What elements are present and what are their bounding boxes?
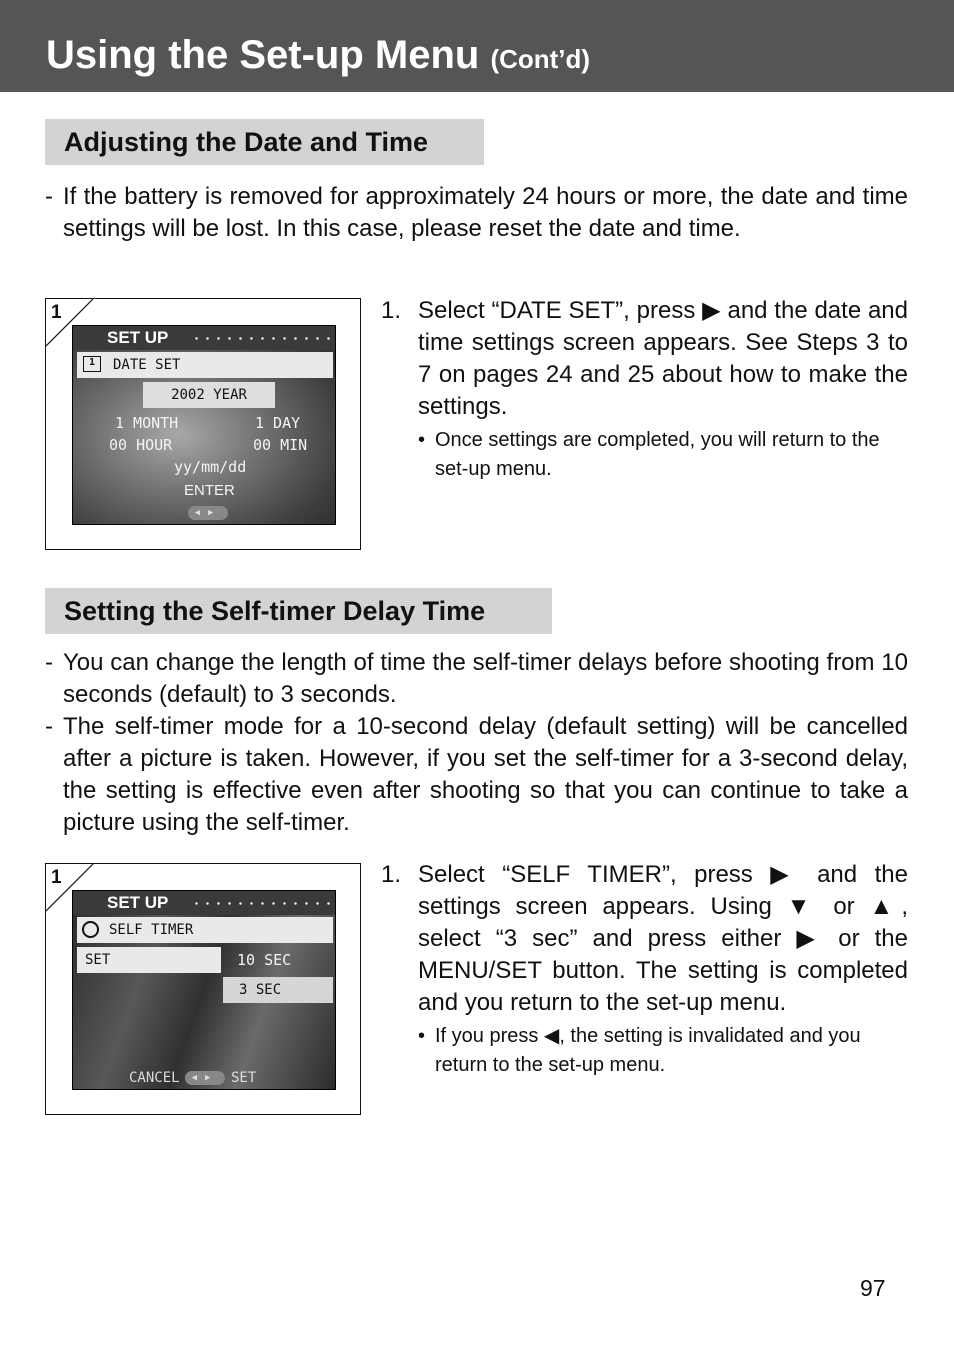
step-1	[381, 859, 908, 1019]
figure-number: 1	[51, 302, 62, 323]
lcd-date-format: yy/mm/dd	[174, 458, 247, 476]
figure-number: 1	[51, 867, 62, 888]
lcd-hour: 00 HOUR	[109, 436, 173, 454]
section2-bullet-2	[45, 711, 908, 839]
lcd-min: 00 MIN	[253, 436, 308, 454]
page-title	[46, 30, 590, 84]
section2-bullet-1-text: You can change the length of time the self-timer delays before shooting from 10 seconds (default) to 3 seconds.	[63, 649, 908, 708]
lcd-year-field	[143, 382, 275, 408]
lcd-title-dots	[191, 902, 331, 905]
calendar-icon: 1	[83, 356, 101, 372]
lcd-menu-row-date-set	[77, 352, 333, 378]
page-title-suffix: (Cont’d)	[490, 44, 591, 74]
step-number: 1.	[381, 861, 402, 888]
step-text: Select “SELF TIMER”, press ▶ and the settings screen appears. Using ▼ or ▲, select “3 sec” and press either ▶ or the MENU/SET button. The setting is completed and you return to the set-up menu.	[418, 861, 908, 1016]
section2-bullet-1	[45, 647, 908, 711]
lcd-set-label-row	[77, 947, 221, 973]
page-number: 97	[860, 1275, 886, 1301]
lcd-menu-item: DATE SET	[113, 357, 181, 373]
section2-bullet-2-text: The self-timer mode for a 10-second delay (default setting) will be cancelled after a picture is taken. However, if you set the self-timer for a 3-second delay, the setting is effective even after shooting so that you can continue to take a picture using the self-timer.	[63, 713, 908, 836]
lcd-enter: ENTER	[184, 482, 235, 499]
dash-marker: -	[45, 183, 53, 210]
lcd-title: SET UP	[107, 893, 169, 912]
page-header	[0, 0, 954, 92]
lcd-option-3-sec-row	[223, 977, 333, 1003]
section1-intro	[45, 181, 908, 245]
lcd-option-3-sec: 3 SEC	[239, 982, 282, 998]
step-note-text: If you press ◀, the setting is invalidated and you return to the set-up menu.	[435, 1025, 861, 1076]
lcd-menu-item: SELF TIMER	[109, 922, 194, 938]
section-heading-self-timer: Setting the Self-timer Delay Time	[45, 588, 552, 634]
step-1	[381, 295, 908, 423]
step-note	[418, 426, 908, 484]
lcd-set: SET	[231, 1070, 257, 1086]
step-text: Select “DATE SET”, press ▶ and the date and time settings screen appears. See Steps 3 to 7 on pages 24 and 25 about how to make the settings.	[418, 297, 908, 420]
lcd-menu-row-self-timer	[77, 917, 333, 943]
section1-intro-text: If the battery is removed for approximately 24 hours or more, the date and time settings will be lost. In this case, please reset the date and time.	[63, 183, 908, 242]
dash-marker: -	[45, 713, 53, 740]
page-title-main: Using the Set-up Menu	[46, 33, 480, 77]
timer-icon	[82, 921, 99, 938]
figure-self-timer-screen	[45, 863, 361, 1115]
left-right-arrows-icon: ◀▶	[185, 1071, 225, 1085]
section2-steps	[381, 859, 908, 1080]
step-number: 1.	[381, 297, 402, 324]
figure-date-set-screen	[45, 298, 361, 550]
lcd-month: 1 MONTH	[115, 414, 179, 432]
step-note	[418, 1022, 908, 1080]
lcd-title: SET UP	[107, 328, 169, 347]
lcd-year: 2002 YEAR	[171, 387, 247, 403]
camera-lcd-self-timer	[72, 890, 336, 1090]
lcd-title-dots	[191, 337, 331, 340]
step-note-text: Once settings are completed, you will return to the set-up menu.	[435, 429, 880, 480]
bullet-marker: •	[418, 1025, 426, 1047]
dash-marker: -	[45, 649, 53, 676]
section1-steps	[381, 295, 908, 484]
camera-lcd-date-set	[72, 325, 336, 525]
section-heading-date-time: Adjusting the Date and Time	[45, 119, 484, 165]
bullet-marker: •	[418, 429, 426, 451]
lcd-set-label: SET	[85, 952, 111, 968]
lcd-cancel: CANCEL	[129, 1070, 180, 1086]
lcd-option-10-sec: 10 SEC	[237, 951, 292, 969]
lcd-day: 1 DAY	[255, 414, 301, 432]
left-right-arrows-icon: ◀▶	[188, 506, 228, 520]
